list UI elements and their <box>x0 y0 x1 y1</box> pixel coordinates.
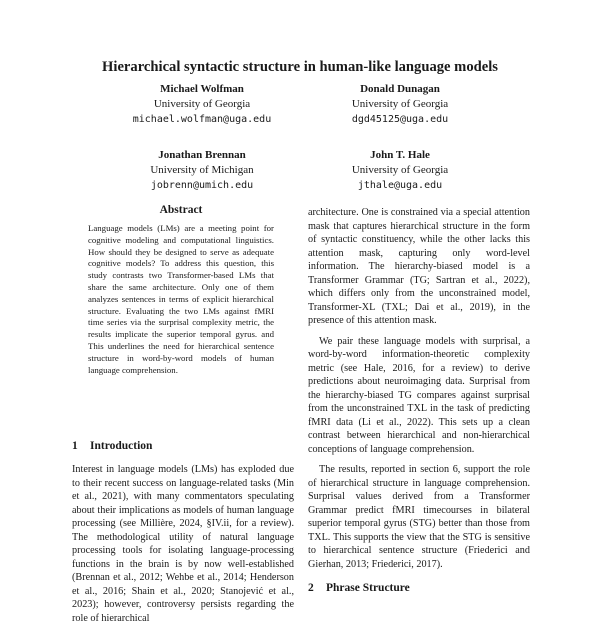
paper-title: Hierarchical syntactic structure in human-like language models <box>102 59 498 75</box>
author-name: Donald Dunagan <box>360 83 440 95</box>
author-affiliation: University of Georgia <box>153 98 251 110</box>
author-name: Jonathan Brennan <box>158 149 246 161</box>
author-block <box>300 82 500 127</box>
author-block <box>300 148 500 193</box>
section-title: Phrase Structure <box>326 582 410 594</box>
author-affiliation: University of Michigan <box>150 164 254 176</box>
section-number: 2 <box>308 582 314 594</box>
paragraph: architecture. One is constrained via a special attention mask that captures hierarchical structure in the form of syntactic constituency, while the other lacks this attention mask, capturing only word-level information. The hierarchy-biased model is a Transformer Grammar (TG; Sartran et al., 2022), which differs only from the unconstrained model, Transformer-XL (TXL; Dai et al., 2019), in the presence of this attention mask. <box>308 207 530 326</box>
right-column <box>308 206 530 571</box>
author-email: dgd45125@uga.edu <box>351 114 449 125</box>
section-heading-phrase-structure <box>308 582 410 594</box>
author-block <box>102 82 302 127</box>
author-block <box>102 148 302 193</box>
author-email: jthale@uga.edu <box>357 180 443 191</box>
author-email: michael.wolfman@uga.edu <box>132 114 272 125</box>
author-affiliation: University of Georgia <box>351 98 449 110</box>
section-title: Introduction <box>90 440 153 452</box>
section-number: 1 <box>72 440 78 452</box>
author-name: John T. Hale <box>370 149 430 161</box>
abstract-heading: Abstract <box>159 204 203 216</box>
abstract-text: Language models (LMs) are a meeting point for cognitive modeling and computational linguistics. How should they be designed to serve as adequate cognitive models? To address this question, this study contrasts two Transformer-based LMs that share the same architecture. Only one of them analyzes sentences in terms of explicit hierarchical structure. Evaluating the two LMs against fMRI time series via the surprisal complexity metric, the results implicate the superior temporal gyrus. and This underlines the need for hierarchical sentence structure in word-by-word models of human language comprehension. <box>88 223 274 375</box>
paragraph: The results, reported in section 6, support the role of hierarchical structure in language comprehension. Surprisal values derived from a Transformer Grammar predict fMRI timecourses in bilateral superior temporal gyrus (STG) better than those from TXL. This supports the view that the STG is sensitive to hierarchical sentence structure (Friederici and Gierhan, 2013; Friederici, 2017). <box>308 464 530 570</box>
author-name: Michael Wolfman <box>160 83 244 95</box>
section-heading-introduction <box>72 440 152 452</box>
author-email: jobrenn@umich.edu <box>150 180 254 191</box>
paragraph: We pair these language models with surprisal, a word-by-word information-theoretic complexity metric (see Hale, 2016, for a review) to derive predictions about neuroimaging data. Surprisal from the hierarchy-biased TG compares against surprisal from the unconstrained TXL in the task of predicting fMRI data (Li et al., 2022). This sets up a clean contrast between hierarchical and non-hierarchical conceptions of language comprehension. <box>308 335 530 455</box>
introduction-text: Interest in language models (LMs) has exploded due to their recent success on language-related tasks (Min et al., 2021), with many commentators speculating about their implications as models of human language processing (see Millière, 2024, §IV.ii, for a review). The methodological utility of natural language processing tools for isolating language-processing functions in the brain is by now well-established (Brennan et al., 2012; Wehbe et al., 2014; Henderson et al., 2016; Shain et al., 2020; Stanojević et al., 2023); however, controversy persists regarding the role of hierarchical <box>72 464 294 624</box>
author-affiliation: University of Georgia <box>351 164 449 176</box>
